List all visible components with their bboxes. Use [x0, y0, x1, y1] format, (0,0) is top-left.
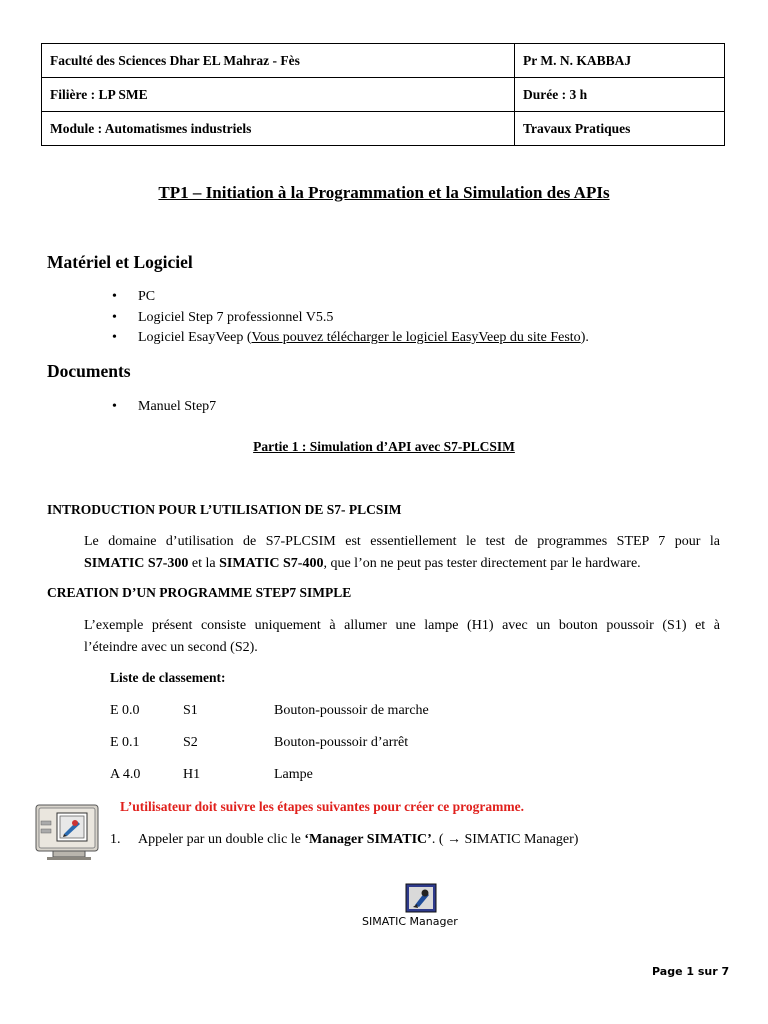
liste-heading: Liste de classement:	[110, 670, 226, 685]
header-row	[42, 112, 725, 146]
header-duration: Durée : 3 h	[515, 78, 725, 112]
intro-heading: INTRODUCTION POUR L’UTILISATION DE S7- PLCSIM	[47, 502, 402, 517]
computer-monitor-icon	[33, 803, 103, 861]
header-table	[41, 43, 725, 146]
header-row	[42, 44, 725, 78]
header-module: Module : Automatismes industriels	[42, 112, 515, 146]
page-title: TP1 – Initiation à la Programmation et la Simulation des APIs	[158, 183, 610, 202]
page-footer: Page 1 sur 7	[652, 965, 730, 978]
bullet-icon: •	[112, 310, 117, 325]
header-professor: Pr M. N. KABBAJ	[515, 44, 725, 78]
simatic-manager-icon[interactable]	[405, 883, 437, 913]
heading-documents: Documents	[47, 361, 131, 381]
simatic-manager-caption[interactable]: SIMATIC Manager	[362, 915, 458, 928]
bullet-icon: •	[112, 399, 117, 414]
bullet-icon: •	[112, 289, 117, 304]
warning-text: L’utilisateur doit suivre les étapes suivantes pour créer ce programme.	[120, 799, 524, 814]
header-filiere: Filière : LP SME	[42, 78, 515, 112]
manager-simatic-label: ‘Manager SIMATIC’	[304, 832, 432, 847]
heading-materiel: Matériel et Logiciel	[47, 252, 193, 272]
header-type: Travaux Pratiques	[515, 112, 725, 146]
creation-paragraph: L’exemple présent consiste uniquement à allumer une lampe (H1) avec un bouton poussoir (S1) et à l’éteindre avec un second (S2).	[84, 618, 720, 655]
header-faculty: Faculté des Sciences Dhar EL Mahraz - Fès	[42, 44, 515, 78]
festo-download-link[interactable]: Vous pouvez télécharger le logiciel EasyVeep du site Festo	[251, 330, 581, 345]
header-row	[42, 78, 725, 112]
intro-paragraph: Le domaine d’utilisation de S7-PLCSIM est essentiellement le test de programmes STEP 7 pour la SIMATIC S7-300 et la SIMATIC S7-400, que l’on ne peut pas tester directement par le hardware.	[84, 534, 720, 571]
bullet-icon: •	[112, 330, 117, 345]
creation-heading: CREATION D’UN PROGRAMME STEP7 SIMPLE	[47, 585, 352, 600]
partie-heading: Partie 1 : Simulation d’API avec S7-PLCSIM	[253, 439, 515, 454]
